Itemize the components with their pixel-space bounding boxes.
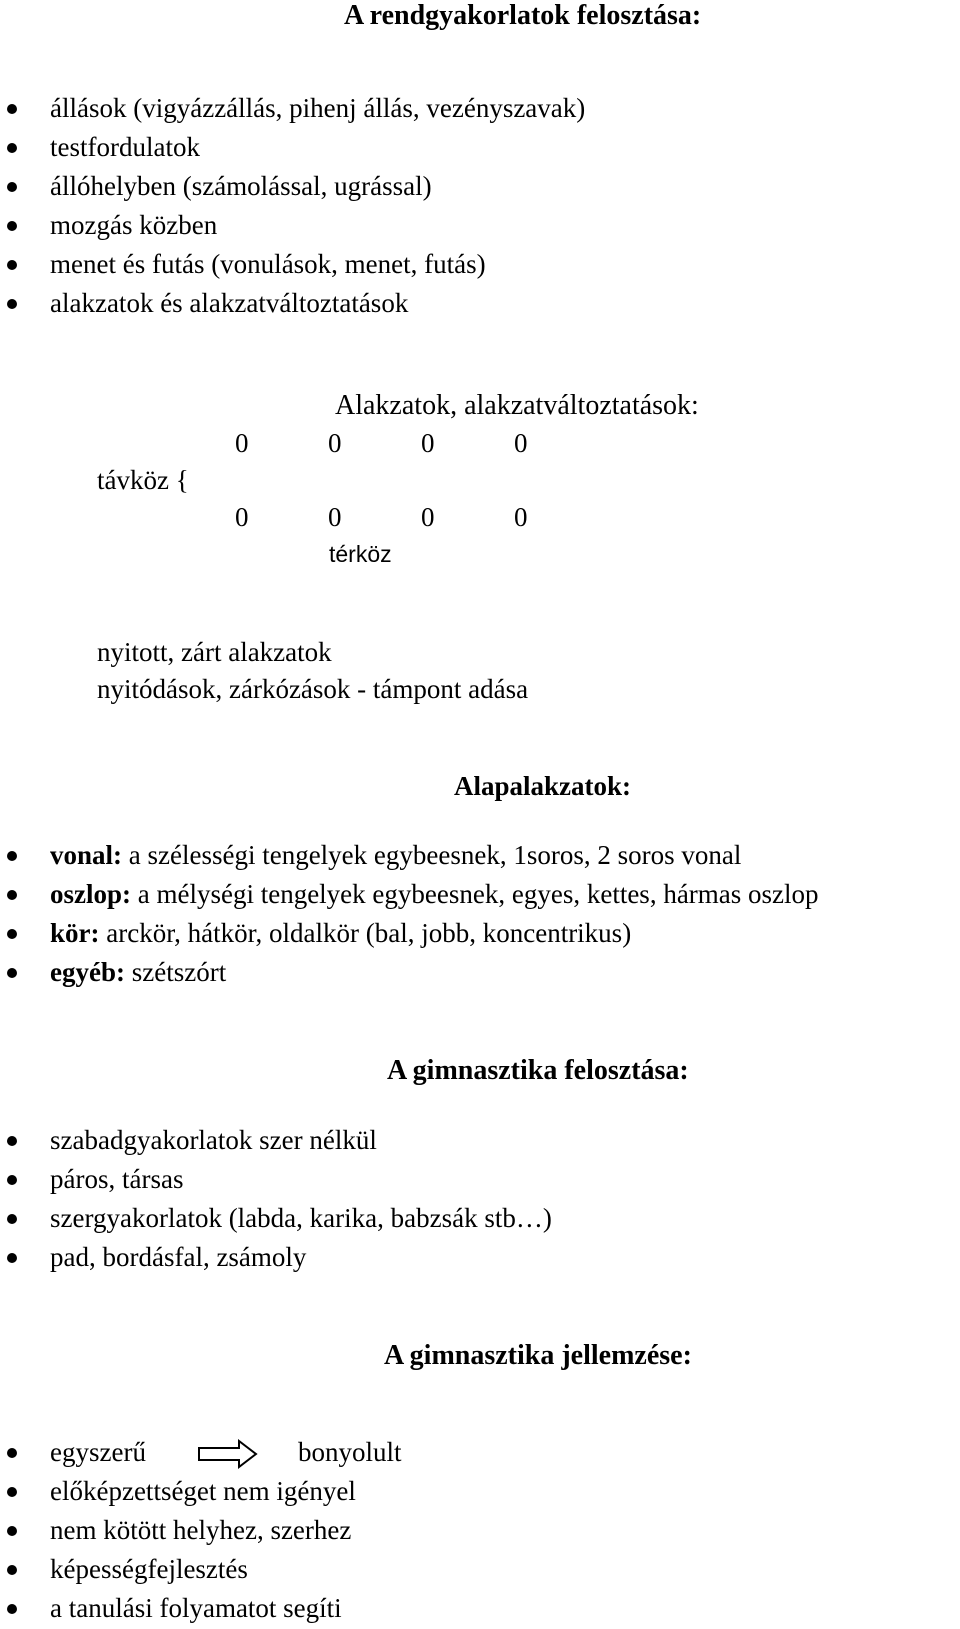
list-item: állóhelyben (számolással, ugrással) — [0, 167, 585, 206]
bullet-icon — [7, 851, 17, 861]
list-item: nem kötött helyhez, szerhez — [0, 1511, 356, 1550]
formation-zero: 0 — [421, 502, 435, 532]
formation-zero: 0 — [235, 428, 249, 458]
formation-zero: 0 — [235, 502, 249, 532]
list-item: előképzettséget nem igényel — [0, 1472, 356, 1511]
gimnasztika-felosztas-list — [0, 1121, 552, 1277]
list-item: oszlop: a mélységi tengelyek egybeesnek, egyes, kettes, hármas oszlop — [0, 875, 819, 914]
section-title-alakzatok: Alakzatok, alakzatváltoztatások: — [335, 390, 699, 421]
bullet-icon — [7, 1253, 17, 1263]
bullet-icon — [7, 929, 17, 939]
bullet-icon — [7, 1526, 17, 1536]
bullet-icon — [7, 182, 17, 192]
arrow-right-icon — [198, 1439, 258, 1469]
bullet-icon — [7, 143, 17, 153]
list-item: a tanulási folyamatot segíti — [0, 1589, 356, 1628]
formation-zero: 0 — [328, 502, 342, 532]
formation-zero: 0 — [514, 428, 528, 458]
term: kör: — [50, 918, 100, 948]
alakzatok-line-2: nyitódások, zárkózások - támpont adása — [97, 674, 529, 704]
list-item: pad, bordásfal, zsámoly — [0, 1238, 552, 1277]
term: oszlop: — [50, 879, 131, 909]
list-item: alakzatok és alakzatváltoztatások — [0, 284, 585, 323]
list-item: kör: arckör, hátkör, oldalkör (bal, jobb, koncentrikus) — [0, 914, 819, 953]
list-item: vonal: a szélességi tengelyek egybeesnek, 1soros, 2 soros vonal — [0, 836, 819, 875]
bullet-icon — [7, 104, 17, 114]
terkoz-label: térköz — [329, 541, 392, 567]
formation-zero: 0 — [328, 428, 342, 458]
term: vonal: — [50, 840, 123, 870]
bullet-icon — [7, 890, 17, 900]
list-item: állások (vigyázzállás, pihenj állás, vezényszavak) — [0, 89, 585, 128]
bullet-icon — [7, 1175, 17, 1185]
formation-zero: 0 — [514, 502, 528, 532]
bullet-icon — [7, 1448, 17, 1458]
tavkoz-label: távköz { — [97, 465, 189, 495]
list-item: mozgás közben — [0, 206, 585, 245]
gimnasztika-jellemzes-list — [0, 1433, 402, 1628]
list-item: menet és futás (vonulások, menet, futás) — [0, 245, 585, 284]
rendgyakorlatok-list — [0, 89, 585, 323]
list-item: egyszerű bonyolult — [0, 1433, 356, 1472]
list-item: szabadgyakorlatok szer nélkül — [0, 1121, 552, 1160]
bullet-icon — [7, 221, 17, 231]
list-item: szergyakorlatok (labda, karika, babzsák stb…) — [0, 1199, 552, 1238]
alapalakzatok-list — [0, 836, 819, 992]
bullet-icon — [7, 1214, 17, 1224]
section-title-gimnasztika-jellemzes: A gimnasztika jellemzése: — [384, 1340, 692, 1371]
bullet-icon — [7, 1604, 17, 1614]
list-item: egyéb: szétszórt — [0, 953, 819, 992]
section-title-rendgyakorlatok: A rendgyakorlatok felosztása: — [344, 0, 702, 31]
bullet-icon — [7, 260, 17, 270]
bullet-icon — [7, 1136, 17, 1146]
bullet-icon — [7, 1487, 17, 1497]
bullet-icon — [7, 1565, 17, 1575]
list-item: páros, társas — [0, 1160, 552, 1199]
term: egyéb: — [50, 957, 125, 987]
list-item: testfordulatok — [0, 128, 585, 167]
formation-zero: 0 — [421, 428, 435, 458]
alakzatok-line-1: nyitott, zárt alakzatok — [97, 637, 332, 667]
list-item: képességfejlesztés — [0, 1550, 356, 1589]
bullet-icon — [7, 299, 17, 309]
section-title-gimnasztika-felosztas: A gimnasztika felosztása: — [387, 1055, 689, 1086]
section-title-alapalakzatok: Alapalakzatok: — [454, 771, 632, 801]
bullet-icon — [7, 968, 17, 978]
